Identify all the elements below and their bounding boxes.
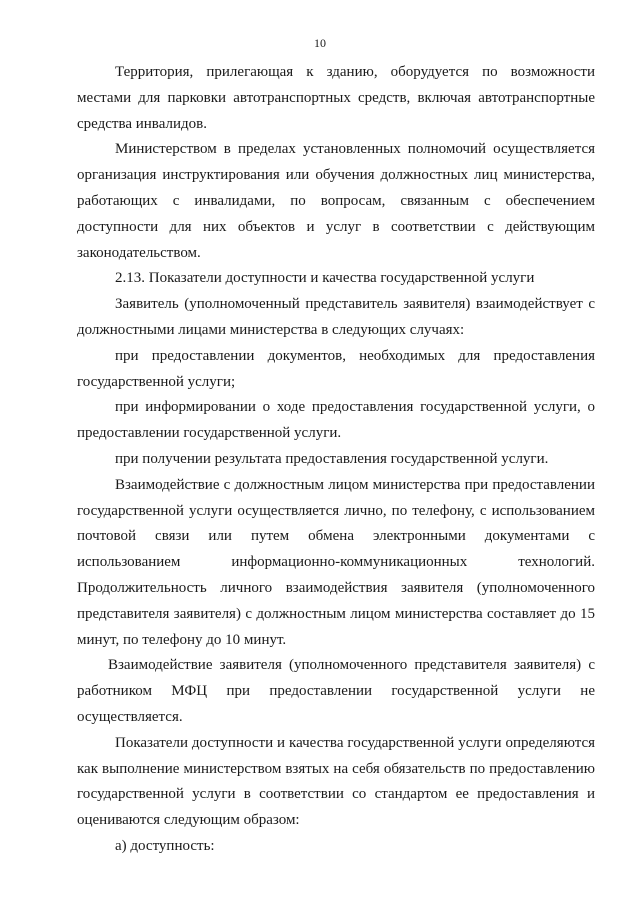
list-item-documents: при предоставлении документов, необходимых для предоставления государственной услуги; (77, 347, 595, 390)
paragraph-interaction-methods: Взаимодействие с должностным лицом министерства при предоставлении государственной услуги осуществляется лично, по телефону, с использованием почтовой связи или путем обмена электронными документами с использованием информационно-коммуникационных технологий. (77, 476, 595, 571)
list-item-accessibility: а) доступность: (115, 837, 215, 854)
paragraph-quality-indicators: Показатели доступности и качества государственной услуги определяются как выполнение министерством взятых на себя обязательств по предоставлению государственной услуги в соответствии со стандартом ее предоставления и оцениваются следующим образом: (77, 734, 595, 829)
paragraph-applicant-interaction: Заявитель (уполномоченный представитель заявителя) взаимодействует с должностными лицами министерства в следующих случаях: (77, 296, 595, 338)
document-body (77, 60, 595, 860)
list-item-informing: при информировании о ходе предоставления государственной услуги, о предоставлении государственной услуги. (77, 399, 595, 442)
paragraph-parking: Территория, прилегающая к зданию, оборудуется по возможности местами для парковки автотранспортных средств, включая автотранспортные средства инвалидов. (77, 64, 595, 132)
page-number: 10 (314, 36, 326, 50)
paragraph-mfc: Взаимодействие заявителя (уполномоченного представителя заявителя) с работником МФЦ при предоставлении государственной услуги не осуществляется. (77, 657, 595, 725)
section-heading: 2.13. Показатели доступности и качества государственной услуги (115, 270, 535, 287)
list-item-result: при получении результата предоставления государственной услуги. (115, 450, 549, 467)
paragraph-instruction: Министерством в пределах установленных полномочий осуществляется организация инструктирования или обучения должностных лиц министерства, работающих с инвалидами, по вопросам, связанным с обеспечением доступности для них объектов и услуг в соответствии с действующим законодательством. (77, 141, 595, 261)
paragraph-duration: Продолжительность личного взаимодействия заявителя (уполномоченного представителя заявителя) с должностным лицом министерства составляет до 15 минут, по телефону до 10 минут. (77, 579, 595, 648)
